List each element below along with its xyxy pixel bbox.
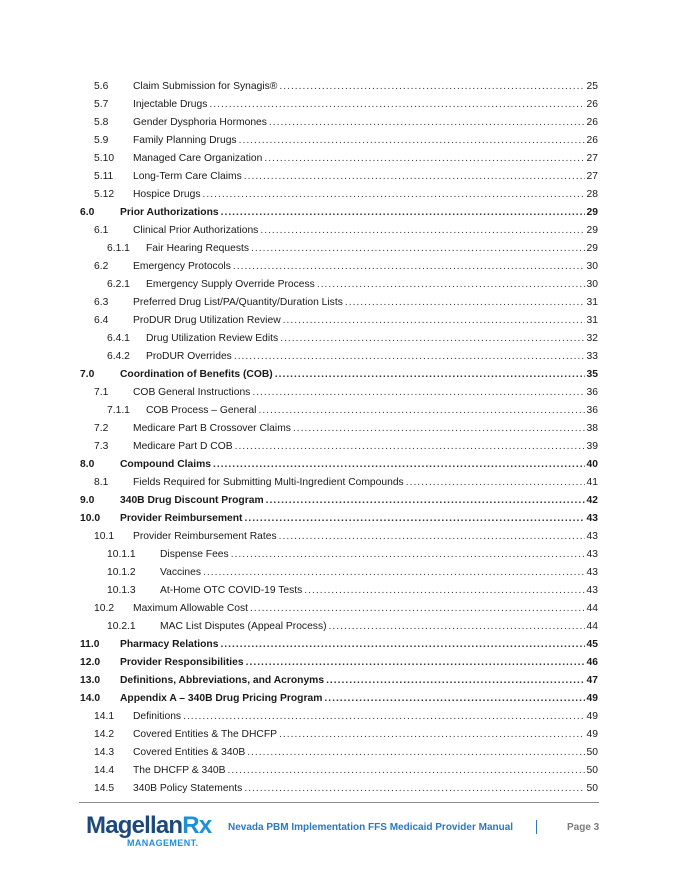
toc-entry-line [120,654,598,672]
toc-dot-leader [209,96,584,114]
toc-page-number: 39 [586,441,598,452]
toc-entry-line [146,348,598,366]
toc-section-title: ProDUR Drug Utilization Review [133,315,281,326]
toc-dot-leader [228,762,585,780]
logo-subtitle: MANAGEMENT. [127,838,199,848]
toc-section-title: Emergency Protocols [133,261,231,272]
toc-dot-leader [266,492,585,510]
toc-dot-leader [326,672,584,690]
logo-wordmark [86,812,211,840]
toc-entry-line [133,600,598,618]
toc-section-number: 10.1.2 [107,567,136,578]
toc-section-number: 9.0 [80,495,95,506]
toc-section-number: 5.12 [94,189,115,200]
toc-section-number: 7.0 [80,369,95,380]
footer-manual-title: Nevada PBM Implementation FFS Medicaid Provider Manual [228,822,514,833]
toc-entry-line [133,726,598,744]
toc-section-number: 14.4 [94,765,115,776]
toc-section-title: Definitions, Abbreviations, and Acronyms [120,675,325,686]
toc-section-number: 7.2 [94,423,109,434]
toc-dot-leader [231,546,585,564]
toc-page-number: 43 [586,585,598,596]
toc-entry[interactable] [0,618,680,636]
toc-entry[interactable] [0,636,680,654]
toc-section-number: 7.1 [94,387,109,398]
toc-entry-line [133,96,598,114]
toc-entry[interactable] [0,420,680,438]
toc-page-number: 47 [586,675,598,686]
toc-section-number: 6.2.1 [107,279,130,290]
toc-section-number: 5.8 [94,117,109,128]
toc-entry-line [133,186,598,204]
toc-page-number: 49 [586,693,598,704]
toc-dot-leader [279,726,585,744]
logo-rx-text: Rx [182,812,212,839]
toc-entry-line [160,582,598,600]
toc-page-number: 28 [586,189,598,200]
toc-section-number: 8.0 [80,459,95,470]
toc-dot-leader [183,708,584,726]
toc-section-number: 8.1 [94,477,109,488]
toc-page-number: 43 [586,549,598,560]
toc-entry-line [120,636,598,654]
toc-dot-leader [317,276,585,294]
toc-entry[interactable] [0,654,680,672]
toc-page-number: 43 [586,531,598,542]
toc-entry-line [133,438,598,456]
toc-entry[interactable] [0,762,680,780]
toc-section-number: 6.2 [94,261,109,272]
toc-section-title: ProDUR Overrides [146,351,232,362]
toc-entry-line [133,312,598,330]
toc-entry[interactable] [0,528,680,546]
toc-page-number: 29 [586,225,598,236]
toc-page-number: 31 [586,297,598,308]
toc-section-title: Provider Responsibilities [120,657,244,668]
toc-section-title: Vaccines [160,567,202,578]
toc-entry-line [160,546,598,564]
toc-page-number: 33 [586,351,598,362]
toc-section-title: Provider Reimbursement Rates [133,531,277,542]
toc-entry[interactable] [0,690,680,708]
toc-section-title: Covered Entities & 340B [133,747,246,758]
toc-dot-leader [244,168,585,186]
logo-main-text: Magellan [86,812,183,839]
toc-entry-line [120,510,598,528]
toc-dot-leader [279,78,584,96]
toc-entry-line [146,330,598,348]
toc-section-title: MAC List Disputes (Appeal Process) [160,621,327,632]
toc-entry[interactable] [0,510,680,528]
toc-section-title: COB Process – General [146,405,257,416]
toc-page-number: 32 [586,333,598,344]
toc-entry[interactable] [0,258,680,276]
toc-entry[interactable] [0,456,680,474]
toc-section-title: Emergency Supply Override Process [146,279,315,290]
toc-page-number: 27 [586,153,598,164]
toc-entry[interactable] [0,708,680,726]
toc-dot-leader [203,186,585,204]
toc-entry[interactable] [0,474,680,492]
toc-dot-leader [269,114,585,132]
toc-entry-line [133,780,598,798]
toc-page-number: 43 [586,567,598,578]
toc-dot-leader [324,690,584,708]
toc-entry[interactable] [0,726,680,744]
toc-section-number: 5.7 [94,99,109,110]
toc-page-number: 26 [586,99,598,110]
toc-page-number: 50 [586,783,598,794]
toc-entry[interactable] [0,114,680,132]
toc-section-title: Definitions [133,711,182,722]
toc-dot-leader [213,456,585,474]
toc-page-number: 50 [586,765,598,776]
toc-page-number: 26 [586,135,598,146]
toc-entry-line [133,150,598,168]
toc-entry[interactable] [0,222,680,240]
toc-entry[interactable] [0,330,680,348]
toc-section-number: 5.6 [94,81,109,92]
toc-entry-line [133,222,598,240]
toc-page-number: 31 [586,315,598,326]
toc-section-title: Compound Claims [120,459,211,470]
toc-entry-line [133,114,598,132]
toc-entry-line [133,528,598,546]
toc-entry-line [146,240,598,258]
toc-dot-leader [264,150,584,168]
toc-entry[interactable] [0,240,680,258]
toc-section-title: Maximum Allowable Cost [133,603,249,614]
toc-page-number: 30 [586,261,598,272]
toc-entry[interactable] [0,294,680,312]
toc-page-number: 38 [586,423,598,434]
toc-entry-line [120,492,598,510]
toc-section-number: 10.1 [94,531,115,542]
toc-section-number: 5.9 [94,135,109,146]
toc-page-number: 44 [586,603,598,614]
toc-entry[interactable] [0,168,680,186]
toc-section-number: 7.1.1 [107,405,130,416]
toc-section-title: Covered Entities & The DHCFP [133,729,278,740]
toc-dot-leader [258,402,584,420]
toc-entry[interactable] [0,276,680,294]
toc-dot-leader [244,780,584,798]
toc-section-title: Coordination of Benefits (COB) [120,369,273,380]
toc-dot-leader [329,618,585,636]
toc-page-number: 45 [586,639,598,650]
toc-entry-line [120,690,598,708]
toc-section-number: 12.0 [80,657,101,668]
toc-entry-line [120,204,598,222]
toc-page-number: 46 [586,657,598,668]
toc-dot-leader [304,582,584,600]
toc-entry-line [146,276,598,294]
toc-page-number: 43 [586,513,598,524]
toc-section-number: 6.3 [94,297,109,308]
toc-dot-leader [233,258,585,276]
toc-entry-line [133,744,598,762]
toc-dot-leader [252,384,584,402]
toc-section-number: 6.4.2 [107,351,130,362]
toc-entry[interactable] [0,348,680,366]
toc-section-title: Clinical Prior Authorizations [133,225,259,236]
toc-section-title: Long-Term Care Claims [133,171,242,182]
toc-section-number: 10.2.1 [107,621,136,632]
toc-entry[interactable] [0,96,680,114]
toc-entry-line [120,456,598,474]
toc-dot-leader [275,366,585,384]
toc-section-title: 340B Drug Discount Program [120,495,264,506]
toc-dot-leader [203,564,585,582]
toc-page-number: 41 [586,477,598,488]
toc-page-number: 29 [586,207,598,218]
toc-section-title: The DHCFP & 340B [133,765,226,776]
toc-dot-leader [345,294,585,312]
toc-section-title: Fields Required for Submitting Multi-Ingredient Compounds [133,477,404,488]
toc-section-title: COB General Instructions [133,387,251,398]
toc-section-number: 13.0 [80,675,101,686]
toc-dot-leader [247,744,584,762]
toc-section-number: 5.11 [94,171,114,182]
toc-section-number: 11.0 [80,639,100,650]
toc-entry-line [133,708,598,726]
toc-entry[interactable] [0,582,680,600]
toc-dot-leader [251,240,585,258]
toc-dot-leader [239,132,585,150]
toc-section-number: 10.1.3 [107,585,136,596]
toc-page-number: 42 [586,495,598,506]
toc-dot-leader [235,438,585,456]
toc-entry[interactable] [0,384,680,402]
toc-section-number: 10.1.1 [107,549,136,560]
footer-separator [536,820,537,834]
toc-dot-leader [279,528,585,546]
toc-section-title: Medicare Part B Crossover Claims [133,423,291,434]
toc-entry[interactable] [0,492,680,510]
toc-entry-line [133,384,598,402]
toc-page-number: 30 [586,279,598,290]
toc-entry[interactable] [0,78,680,96]
toc-section-number: 6.0 [80,207,95,218]
toc-page-number: 36 [586,387,598,398]
toc-entry-line [133,78,598,96]
toc-entry-line [133,474,598,492]
toc-page-number: 29 [586,243,598,254]
toc-page-number: 44 [586,621,598,632]
toc-section-title: Claim Submission for Synagis® [133,81,278,92]
toc-section-title: 340B Policy Statements [133,783,243,794]
toc-page-number: 35 [586,369,598,380]
toc-dot-leader [283,312,585,330]
toc-dot-leader [234,348,585,366]
toc-section-number: 6.1 [94,225,109,236]
toc-section-title: Hospice Drugs [133,189,201,200]
toc-section-number: 14.2 [94,729,115,740]
toc-entry-line [133,258,598,276]
toc-entry[interactable] [0,780,680,798]
toc-section-title: Pharmacy Relations [120,639,219,650]
toc-section-number: 14.5 [94,783,115,794]
toc-section-title: Prior Authorizations [120,207,219,218]
toc-entry-line [133,294,598,312]
toc-entry[interactable] [0,672,680,690]
toc-page-number: 49 [586,711,598,722]
toc-section-number: 14.3 [94,747,115,758]
toc-page-number: 26 [586,117,598,128]
toc-entry[interactable] [0,132,680,150]
toc-section-title: At-Home OTC COVID-19 Tests [160,585,303,596]
toc-section-title: Family Planning Drugs [133,135,237,146]
toc-section-title: Injectable Drugs [133,99,208,110]
footer-page-number: Page 3 [567,822,600,833]
toc-entry[interactable] [0,150,680,168]
footer-divider [79,802,599,803]
toc-page-number: 36 [586,405,598,416]
toc-entry[interactable] [0,564,680,582]
toc-dot-leader [221,204,585,222]
toc-dot-leader [406,474,585,492]
toc-section-title: Appendix A – 340B Drug Pricing Program [120,693,323,704]
toc-dot-leader [250,600,585,618]
toc-dot-leader [246,654,585,672]
toc-dot-leader [280,330,584,348]
toc-section-number: 10.0 [80,513,101,524]
toc-entry-line [160,564,598,582]
toc-section-title: Dispense Fees [160,549,229,560]
toc-section-title: Provider Reimbursement [120,513,243,524]
toc-entry-line [120,672,598,690]
magellan-rx-logo [86,812,210,852]
toc-entry-line [133,132,598,150]
toc-section-title: Fair Hearing Requests [146,243,250,254]
toc-section-title: Drug Utilization Review Edits [146,333,279,344]
toc-entry[interactable] [0,744,680,762]
toc-section-number: 5.10 [94,153,115,164]
toc-section-number: 7.3 [94,441,109,452]
toc-section-number: 14.0 [80,693,101,704]
toc-dot-leader [293,420,585,438]
toc-entry-line [160,618,598,636]
toc-page-number: 40 [586,459,598,470]
toc-section-number: 6.4.1 [107,333,130,344]
toc-page-number: 49 [586,729,598,740]
toc-page-number: 25 [586,81,598,92]
toc-entry-line [120,366,598,384]
toc-section-number: 6.4 [94,315,109,326]
toc-page-number: 50 [586,747,598,758]
toc-entry[interactable] [0,438,680,456]
toc-entry[interactable] [0,546,680,564]
toc-entry-line [133,420,598,438]
toc-section-title: Gender Dysphoria Hormones [133,117,267,128]
toc-page-number: 27 [586,171,598,182]
toc-entry[interactable] [0,600,680,618]
toc-entry-line [133,168,598,186]
toc-entry-line [146,402,598,420]
toc-section-title: Medicare Part D COB [133,441,233,452]
toc-entry[interactable] [0,366,680,384]
toc-entry[interactable] [0,312,680,330]
toc-section-title: Preferred Drug List/PA/Quantity/Duration Lists [133,297,343,308]
toc-section-number: 10.2 [94,603,115,614]
toc-dot-leader [244,510,584,528]
toc-section-number: 14.1 [94,711,115,722]
toc-section-title: Managed Care Organization [133,153,263,164]
toc-entry-line [133,762,598,780]
toc-dot-leader [220,636,584,654]
toc-entry[interactable] [0,186,680,204]
toc-dot-leader [260,222,584,240]
toc-entry[interactable] [0,402,680,420]
toc-entry[interactable] [0,204,680,222]
toc-section-number: 6.1.1 [107,243,130,254]
